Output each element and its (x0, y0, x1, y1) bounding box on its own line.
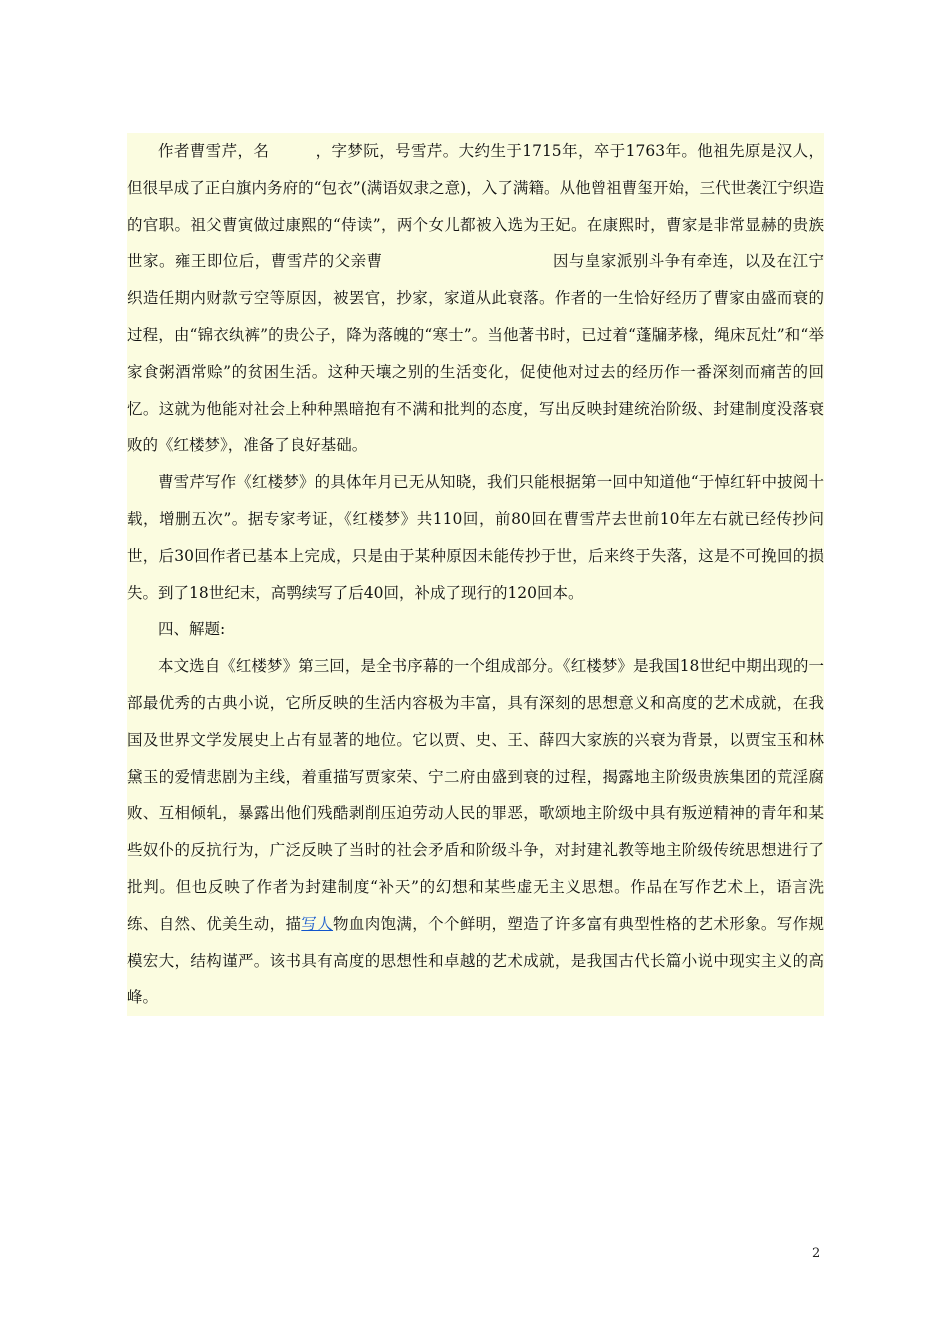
paragraph-writing-history: 曹雪芹写作《红楼梦》的具体年月已无从知晓，我们只能根据第一回中知道他“于悼红轩中披阅十载，增删五次”。据专家考证，《红楼梦》共110回，前80回在曹雪芹去世前10年左右就已经传抄问世，后30回作者已基本上完成，只是由于某种原因未能传抄于世，后来终于失落，这是不可挽回的损失。到了18世纪末，高鹗续写了后40回，补成了现行的120回本。 (127, 473, 824, 602)
paragraph-text: 因与皇家派别斗争有牵连，以及在江宁织造任期内财款亏空等原因，被罢官，抄家，家道从此衰落。作者的一生恰好经历了曹家由盛而衰的过程，由“锦衣纨裤”的贵公子，降为落魄的“寒士”。当他著书时，已过着“蓬牖茅椽，绳床瓦灶”和“举家食粥酒常赊”的贫困生活。这种天壤之别的生活变化，促使他对过去的经历作一番深刻而痛苦的回忆。这就为他能对社会上种种黑暗抱有不满和批判的态度，写出反映封建统治阶级、封建制度没落衰败的《红楼梦》，准备了良好基础。 (127, 252, 824, 455)
paragraph-text: 本文选自《红楼梦》第三回，是全书序幕的一个组成部分。《红楼梦》是我国18世纪中期出现的一部最优秀的古典小说，它所反映的生活内容极为丰富，具有深刻的思想意义和高度的艺术成就，在我国及世界文学发展史上占有显著的地位。它以贾、史、王、薛四大家族的兴衰为背景，以贾宝玉和林黛玉的爱情悲剧为主线，着重描写贾家荣、宁二府由盛到衰的过程，揭露地主阶级贵族集团的荒淫腐败、互相倾轧，暴露出他们残酷剥削压迫劳动人民的罪恶，歌颂地主阶级中具有叛逆精神的青年和某些奴仆的反抗行为，广泛反映了当时的社会矛盾和阶级斗争，对封建礼教等地主阶级传统思想进行了批判。但也反映了作者为封建制度“补天”的幻想和某些虚无主义思想。作品在写作艺术上，语言洗练、自然、优美生动，描 (127, 657, 824, 933)
highlighted-text-block (127, 133, 824, 1016)
paragraph-author-intro (127, 133, 824, 464)
section-heading: 四、解题: (158, 620, 226, 639)
inline-link[interactable]: 写人 (301, 914, 334, 933)
paragraph-text: ，字梦阮，号雪芹。大约生于1715年，卒于1763年。他祖先原是汉人，但很早成了正白旗内务府的“包衣”(满语奴隶之意)，入了满籍。从他曾祖曹玺开始，三代世袭江宁织造的官职。祖父曹寅做过康熙的“侍读”，两个女儿都被入选为王妃。在康熙时，曹家是非常显赫的贵族世家。雍王即位后，曹雪芹的父亲曹 (127, 142, 824, 271)
paragraph-explanation (127, 648, 824, 1016)
page-number: 2 (812, 1246, 821, 1261)
paragraph-text: 物血肉饱满，个个鲜明，塑造了许多富有典型性格的艺术形象。写作规模宏大，结构谨严。该书具有高度的思想性和卓越的艺术成就，是我国古代长篇小说中现实主义的高峰。 (127, 914, 824, 1007)
paragraph-text: 作者曹雪芹，名 (158, 142, 270, 160)
